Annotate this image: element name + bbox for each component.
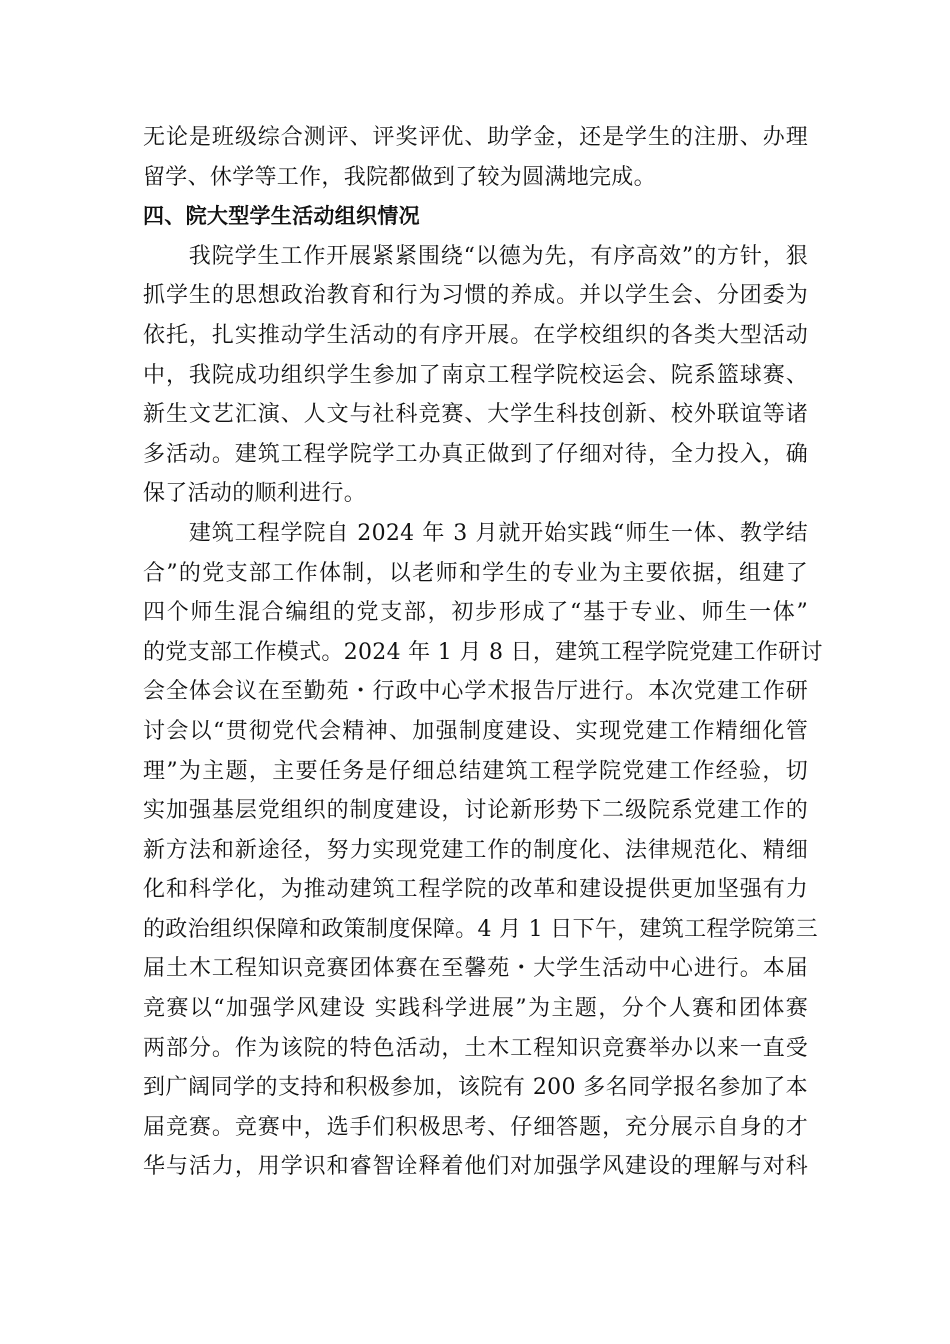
paragraph-line: 保了活动的顺利进行。 bbox=[143, 481, 367, 507]
paragraph-line: 的政治组织保障和政策制度保障。4 月 1 日下午，建筑工程学院第三 bbox=[143, 916, 818, 942]
paragraph-line: 届竞赛。竞赛中，选手们积极思考、仔细答题，充分展示自身的才 bbox=[143, 1114, 808, 1140]
paragraph-line: 届土木工程知识竞赛团体赛在至馨苑・大学生活动中心进行。本届 bbox=[143, 956, 808, 982]
paragraph-line: 留学、休学等工作，我院都做到了较为圆满地完成。 bbox=[143, 164, 656, 190]
paragraph-line: 华与活力，用学识和睿智诠释着他们对加强学风建设的理解与对科 bbox=[143, 1154, 808, 1180]
paragraph-line: 我院学生工作开展紧紧围绕“以德为先，有序高效”的方针，狠 bbox=[143, 243, 808, 269]
paragraph-line: 新生文艺汇演、人文与社科竞赛、大学生科技创新、校外联谊等诸 bbox=[143, 402, 808, 428]
paragraph-line: 的党支部工作模式。2024 年 1 月 8 日，建筑工程学院党建工作研讨 bbox=[143, 639, 823, 665]
section-heading: 四、院大型学生活动组织情况 bbox=[143, 204, 420, 229]
paragraph-line: 四个师生混合编组的党支部，初步形成了“基于专业、师生一体” bbox=[143, 600, 808, 626]
paragraph-line: 两部分。作为该院的特色活动，土木工程知识竞赛举办以来一直受 bbox=[143, 1035, 808, 1061]
paragraph-line: 实加强基层党组织的制度建设，讨论新形势下二级院系党建工作的 bbox=[143, 798, 808, 824]
paragraph-line: 建筑工程学院自 2024 年 3 月就开始实践“师生一体、教学结 bbox=[143, 520, 808, 546]
paragraph-line: 合”的党支部工作体制，以老师和学生的专业为主要依据，组建了 bbox=[143, 560, 808, 586]
paragraph-line: 抓学生的思想政治教育和行为习惯的养成。并以学生会、分团委为 bbox=[143, 283, 808, 309]
paragraph-line: 化和科学化，为推动建筑工程学院的改革和建设提供更加坚强有力 bbox=[143, 877, 808, 903]
paragraph-line: 多活动。建筑工程学院学工办真正做到了仔细对待，全力投入，确 bbox=[143, 441, 808, 467]
paragraph-line: 无论是班级综合测评、评奖评优、助学金，还是学生的注册、办理 bbox=[143, 125, 808, 150]
paragraph-line: 新方法和新途径，努力实现党建工作的制度化、法律规范化、精细 bbox=[143, 837, 808, 863]
paragraph-line: 理”为主题，主要任务是仔细总结建筑工程学院党建工作经验，切 bbox=[143, 758, 808, 784]
paragraph-line: 会全体会议在至勤苑・行政中心学术报告厅进行。本次党建工作研 bbox=[143, 679, 808, 705]
document-body bbox=[143, 118, 823, 1187]
paragraph-line: 到广阔同学的支持和积极参加，该院有 200 多名同学报名参加了本 bbox=[143, 1075, 808, 1101]
paragraph-line: 竞赛以“加强学风建设 实践科学进展”为主题，分个人赛和团体赛 bbox=[143, 996, 808, 1022]
paragraph-line: 中，我院成功组织学生参加了南京工程学院校运会、院系篮球赛、 bbox=[143, 362, 808, 388]
paragraph-line: 依托，扎实推动学生活动的有序开展。在学校组织的各类大型活动 bbox=[143, 322, 808, 348]
paragraph-line: 讨会以“贯彻党代会精神、加强制度建设、实现党建工作精细化管 bbox=[143, 718, 808, 744]
